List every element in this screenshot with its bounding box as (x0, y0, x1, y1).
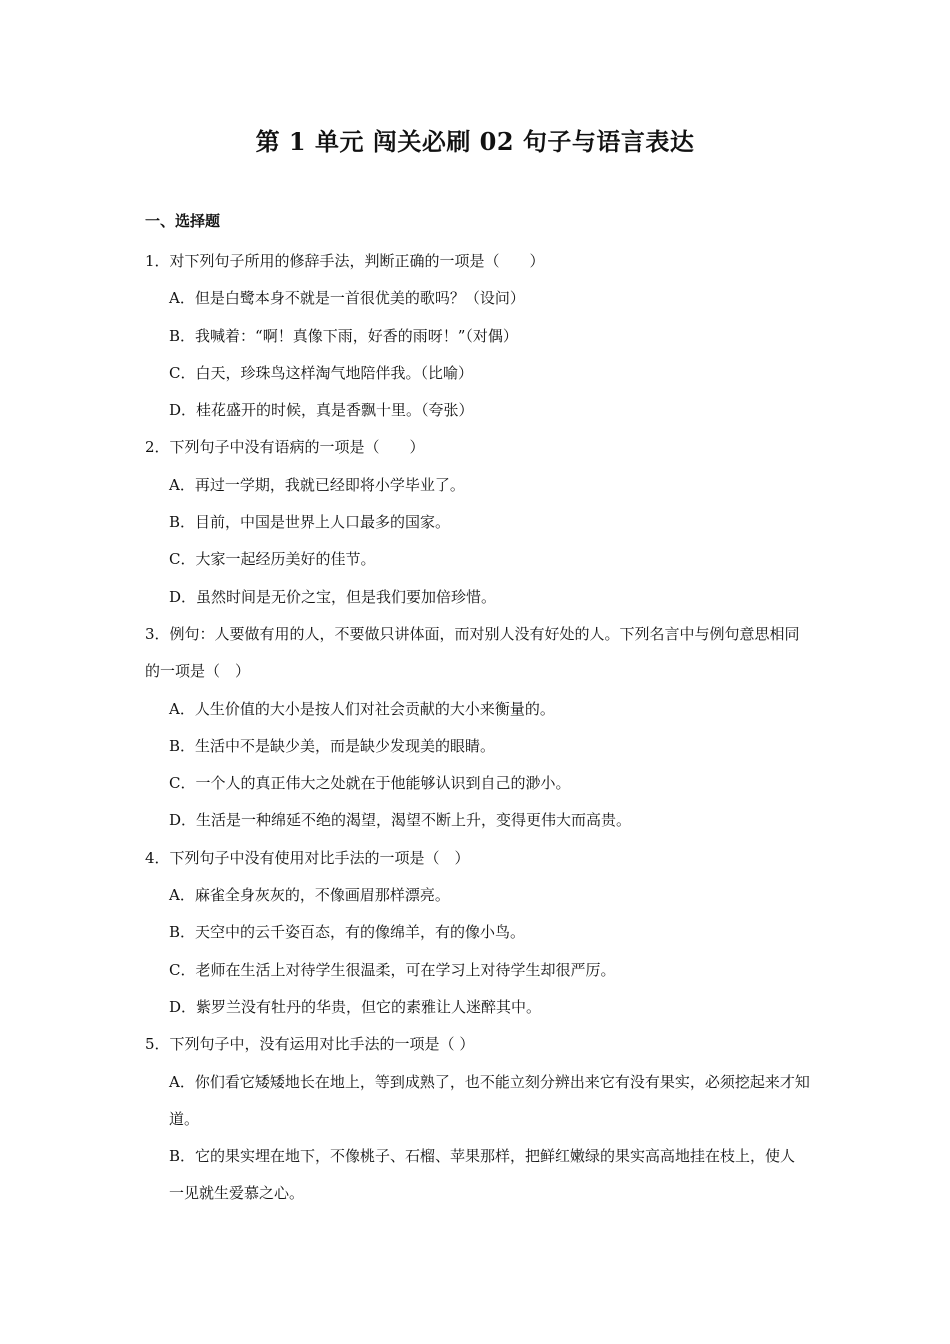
page-title: 第 1 单元 闯关必刷 02 句子与语言表达 (255, 127, 695, 156)
question-list (145, 243, 810, 1213)
option-c: C．白天，珍珠鸟这样淘气地陪伴我。（比喻） (169, 363, 473, 382)
option-b: B．生活中不是缺少美，而是缺少发现美的眼睛。 (169, 736, 496, 755)
section-heading: 一、选择题 (145, 212, 221, 230)
option-d: D．虽然时间是无价之宝，但是我们要加倍珍惜。 (169, 587, 497, 606)
option-a: A．人生价值的大小是按人们对社会贡献的大小来衡量的。 (169, 699, 555, 718)
question-stem: 4．下列句子中没有使用对比手法的一项是（ ） (145, 848, 470, 867)
option-b: B．天空中的云千姿百态，有的像绵羊，有的像小鸟。 (169, 923, 526, 942)
question-1 (145, 243, 810, 429)
option-a: A．但是白鹭本身不就是一首很优美的歌吗？（设问） (169, 289, 525, 308)
option-b: B．我喊着：“啊！真像下雨，好香的雨呀！”（对偶） (169, 326, 518, 345)
question-5 (145, 1026, 810, 1212)
question-stem: 3．例句：人要做有用的人，不要做只讲体面，而对别人没有好处的人。下列名言中与例句意思相同的一项是（ ） (145, 624, 800, 681)
option-b: B．目前，中国是世界上人口最多的国家。 (169, 513, 451, 532)
option-c: C．一个人的真正伟大之处就在于他能够认识到自己的渺小。 (169, 774, 571, 793)
option-a: A．再过一学期，我就已经即将小学毕业了。 (169, 475, 465, 494)
question-2 (145, 429, 810, 615)
option-a: A．你们看它矮矮地长在地上，等到成熟了，也不能立刻分辨出来它有没有果实，必须挖起来才知道。 (169, 1072, 810, 1128)
option-a: A．麻雀全身灰灰的，不像画眉那样漂亮。 (169, 886, 450, 905)
question-stem: 2．下列句子中没有语病的一项是（ ） (145, 438, 425, 457)
option-d: D．桂花盛开的时候，真是香飘十里。（夸张） (169, 401, 474, 420)
option-c: C．大家一起经历美好的佳节。 (169, 550, 376, 569)
option-b: B．它的果实埋在地下，不像桃子、石榴、苹果那样，把鲜红嫩绿的果实高高地挂在枝上，使人一见就生爱慕之心。 (169, 1147, 796, 1203)
question-4 (145, 840, 810, 1026)
option-d: D．生活是一种绵延不绝的渴望，渴望不断上升，变得更伟大而高贵。 (169, 811, 632, 830)
question-3 (145, 616, 810, 840)
question-stem: 5．下列句子中，没有运用对比手法的一项是（ ） (145, 1035, 475, 1054)
option-c: C．老师在生活上对待学生很温柔，可在学习上对待学生却很严厉。 (169, 960, 616, 979)
option-d: D．紫罗兰没有牡丹的华贵，但它的素雅让人迷醉其中。 (169, 997, 542, 1016)
question-stem: 1．对下列句子所用的修辞手法，判断正确的一项是（ ） (145, 252, 545, 270)
